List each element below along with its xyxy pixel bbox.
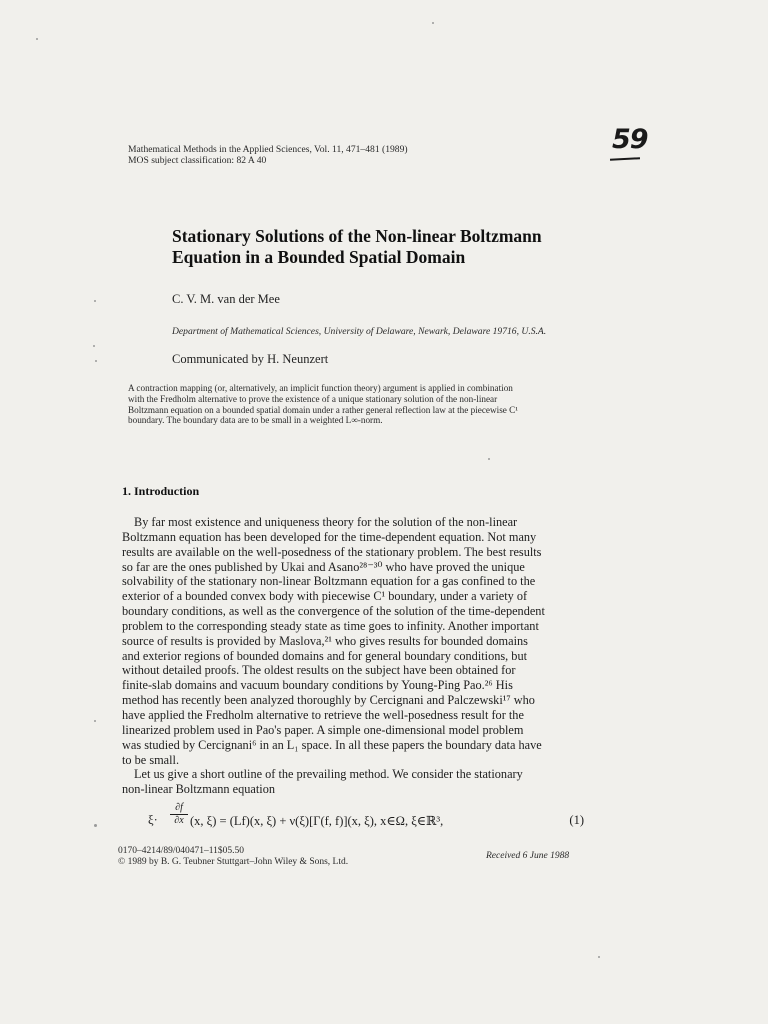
body-line: and exterior regions of bounded domains and for general boundary conditions, but	[122, 648, 528, 663]
body-line: By far most existence and uniqueness theory for the solution of the non-linear	[134, 515, 518, 529]
scan-speck	[95, 360, 97, 362]
introduction-body	[122, 515, 545, 797]
body-line: non-linear Boltzmann equation	[122, 782, 275, 797]
body-line: finite-slab domains and vacuum boundary conditions by Young-Ping Pao.²⁶ His	[122, 678, 513, 693]
equation-number: (1)	[569, 813, 584, 827]
author-affiliation: Department of Mathematical Sciences, University of Delaware, Newark, Delaware 19716, U.S.A.	[172, 326, 547, 337]
fraction-numerator: ∂f	[170, 802, 188, 815]
body-line: solvability of the stationary non-linear Boltzmann equation for a gas confined to the	[122, 574, 536, 589]
body-line: Let us give a short outline of the prevailing method. We consider the stationary	[134, 767, 523, 782]
scan-speck	[93, 345, 95, 347]
partial-derivative-fraction	[170, 802, 188, 827]
body-line: problem to the corresponding steady state as time goes to infinity. Another important	[122, 618, 539, 633]
journal-line: Mathematical Methods in the Applied Sciences, Vol. 11, 471–481 (1989)	[128, 144, 408, 155]
author-name: C. V. M. van der Mee	[172, 292, 280, 306]
body-line: so far are the ones published by Ukai and Asano²⁸⁻³⁰ who have proved the unique	[122, 559, 525, 574]
classification-line: MOS subject classification: 82 A 40	[128, 155, 267, 166]
title-line-1: Stationary Solutions of the Non-linear Boltzmann	[172, 226, 542, 246]
handwritten-page-number: 59	[612, 124, 648, 155]
scan-speck	[94, 824, 97, 827]
abstract-line: Boltzmann equation on a bounded spatial domain under a rather general reflection law at the piecewise C¹	[128, 404, 519, 415]
scan-speck	[488, 458, 490, 460]
body-line: boundary conditions, as well as the convergence of the solution of the time-dependent	[122, 604, 545, 619]
equation-rhs: (x, ξ) = (Lf)(x, ξ) + ν(ξ)[Γ(f, f)](x, ξ), x∈Ω, ξ∈ℝ³,	[190, 814, 444, 828]
abstract-line: with the Fredholm alternative to prove the existence of a unique stationary solution of the non-linear	[128, 393, 498, 404]
body-line: source of results is provided by Maslova,²¹ who gives results for bounded domains	[122, 633, 528, 648]
footer-code: 0170–4214/89/040471–11$05.50	[118, 846, 245, 856]
abstract	[128, 383, 590, 426]
fraction-denominator: ∂x	[174, 815, 184, 826]
body-line: have applied the Fredholm alternative to retrieve the well-posedness result for the	[122, 707, 524, 722]
received-date: Received 6 June 1988	[486, 851, 570, 861]
section-heading: 1. Introduction	[122, 484, 200, 498]
body-line: exterior of a bounded convex body with piecewise C¹ boundary, under a variety of	[122, 589, 528, 604]
equation-lhs: ξ·	[148, 813, 158, 827]
journal-citation	[128, 144, 408, 166]
footer-copyright: © 1989 by B. G. Teubner Stuttgart–John Wiley & Sons, Ltd.	[118, 857, 349, 867]
body-line: method has recently been analyzed thoroughly by Cercignani and Palczewski¹⁷ who	[122, 693, 535, 708]
footer-publication-info	[118, 846, 348, 868]
scan-speck	[432, 22, 434, 24]
handwritten-underline	[610, 157, 640, 161]
body-line: results are available on the well-posedness of the stationary problem. The best results	[122, 544, 542, 559]
body-line: to be small.	[122, 752, 180, 767]
abstract-line: A contraction mapping (or, alternatively, an implicit function theory) argument is applied in combination	[128, 383, 513, 393]
body-line: linearized problem used in Pao's paper. A simple one-dimensional model problem	[122, 722, 524, 737]
scan-speck	[94, 300, 96, 302]
body-line: Boltzmann equation has been developed for the time-dependent equation. Not many	[122, 529, 537, 544]
equation-1	[148, 804, 584, 834]
body-line: was studied by Cercignani⁶ in an L₁ space. In all these papers the boundary data have	[122, 737, 542, 752]
title-line-2: Equation in a Bounded Spatial Domain	[172, 247, 466, 267]
scan-speck	[598, 956, 600, 958]
communicated-by: Communicated by H. Neunzert	[172, 352, 329, 366]
body-line: without detailed proofs. The oldest results on the subject have been obtained for	[122, 663, 516, 678]
scan-speck	[36, 38, 38, 40]
abstract-line: boundary. The boundary data are to be small in a weighted L∞-norm.	[128, 415, 383, 426]
scan-speck	[94, 720, 96, 722]
article-title	[172, 226, 542, 268]
